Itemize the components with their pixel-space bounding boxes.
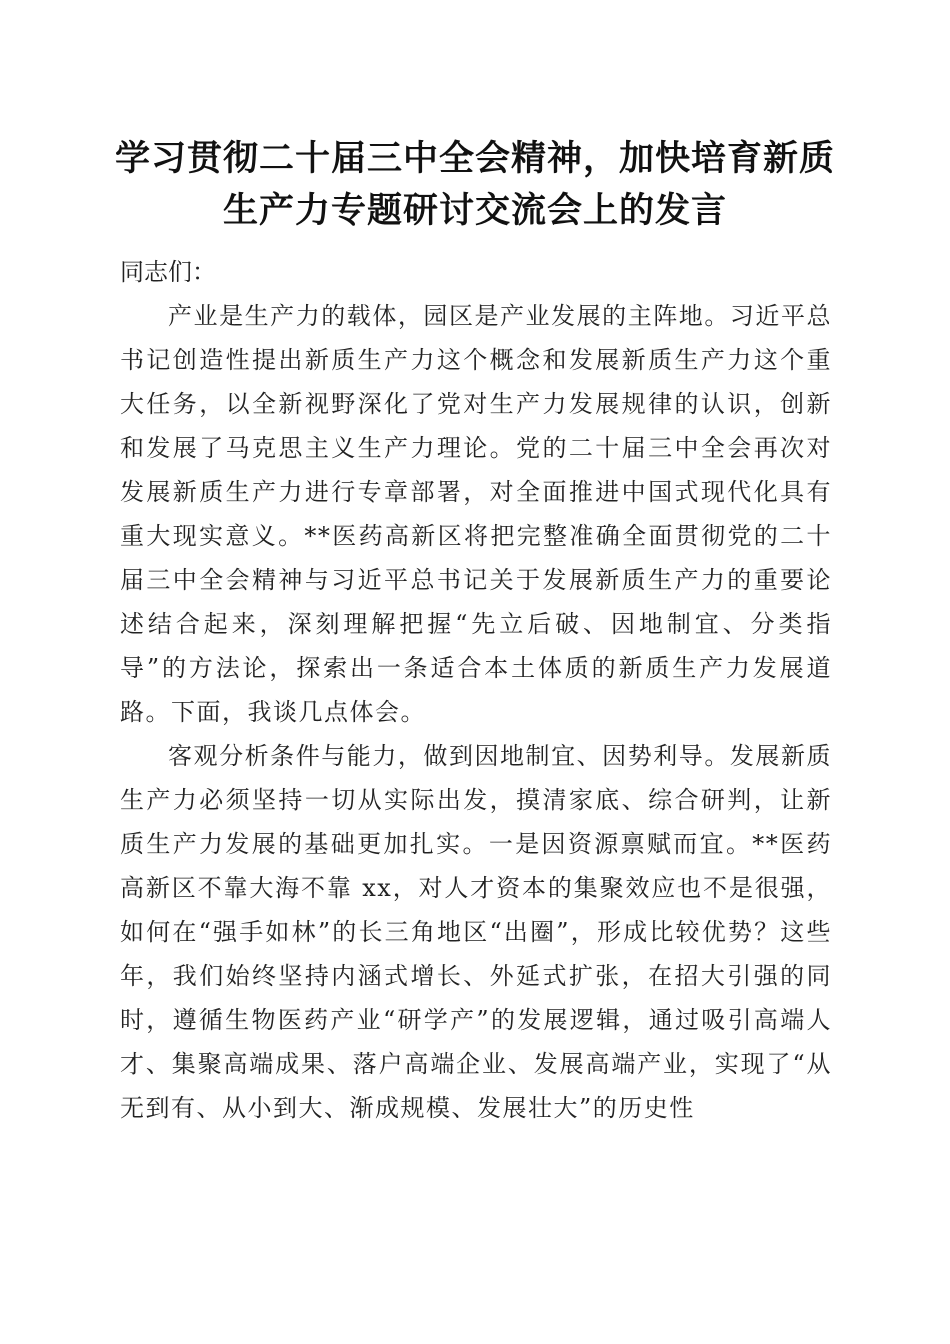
paragraph-1: 产业是生产力的载体，园区是产业发展的主阵地。习近平总书记创造性提出新质生产力这个概念和发展新质生产力这个重大任务，以全新视野深化了党对生产力发展规律的认识，创新和发展了马克思主义生产力理论。党的二十届三中全会再次对发展新质生产力进行专章部署，对全面推进中国式现代化具有重大现实意义。**医药高新区将把完整准确全面贯彻党的二十届三中全会精神与习近平总书记关于发展新质生产力的重要论述结合起来，深刻理解把握“先立后破、因地制宜、分类指导”的方法论，探索出一条适合本土体质的新质生产力发展道路。下面，我谈几点体会。 <box>120 302 832 726</box>
paragraph-2: 客观分析条件与能力，做到因地制宜、因势利导。发展新质生产力必须坚持一切从实际出发，摸清家底、综合研判，让新质生产力发展的基础更加扎实。一是因资源禀赋而宜。**医药高新区不靠大海不靠 xx，对人才资本的集聚效应也不是很强，如何在“强手如林”的长三角地区“出圈”，形成比较优势？这些年，我们始终坚持内涵式增长、外延式扩张，在招大引强的同时，遵循生物医药产业“研学产”的发展逻辑，通过吸引高端人才、集聚高端成果、落户高端企业、发展高端产业，实现了“从无到有、从小到大、渐成规模、发展壮大”的历史性 <box>120 742 832 1122</box>
title-line-2: 生产力专题研讨交流会上的发言 <box>222 190 727 231</box>
salutation: 同志们： <box>120 258 216 286</box>
document-body <box>120 250 832 1130</box>
document-title <box>100 133 850 237</box>
title-line-1: 学习贯彻二十届三中全会精神，加快培育新质 <box>114 138 835 179</box>
